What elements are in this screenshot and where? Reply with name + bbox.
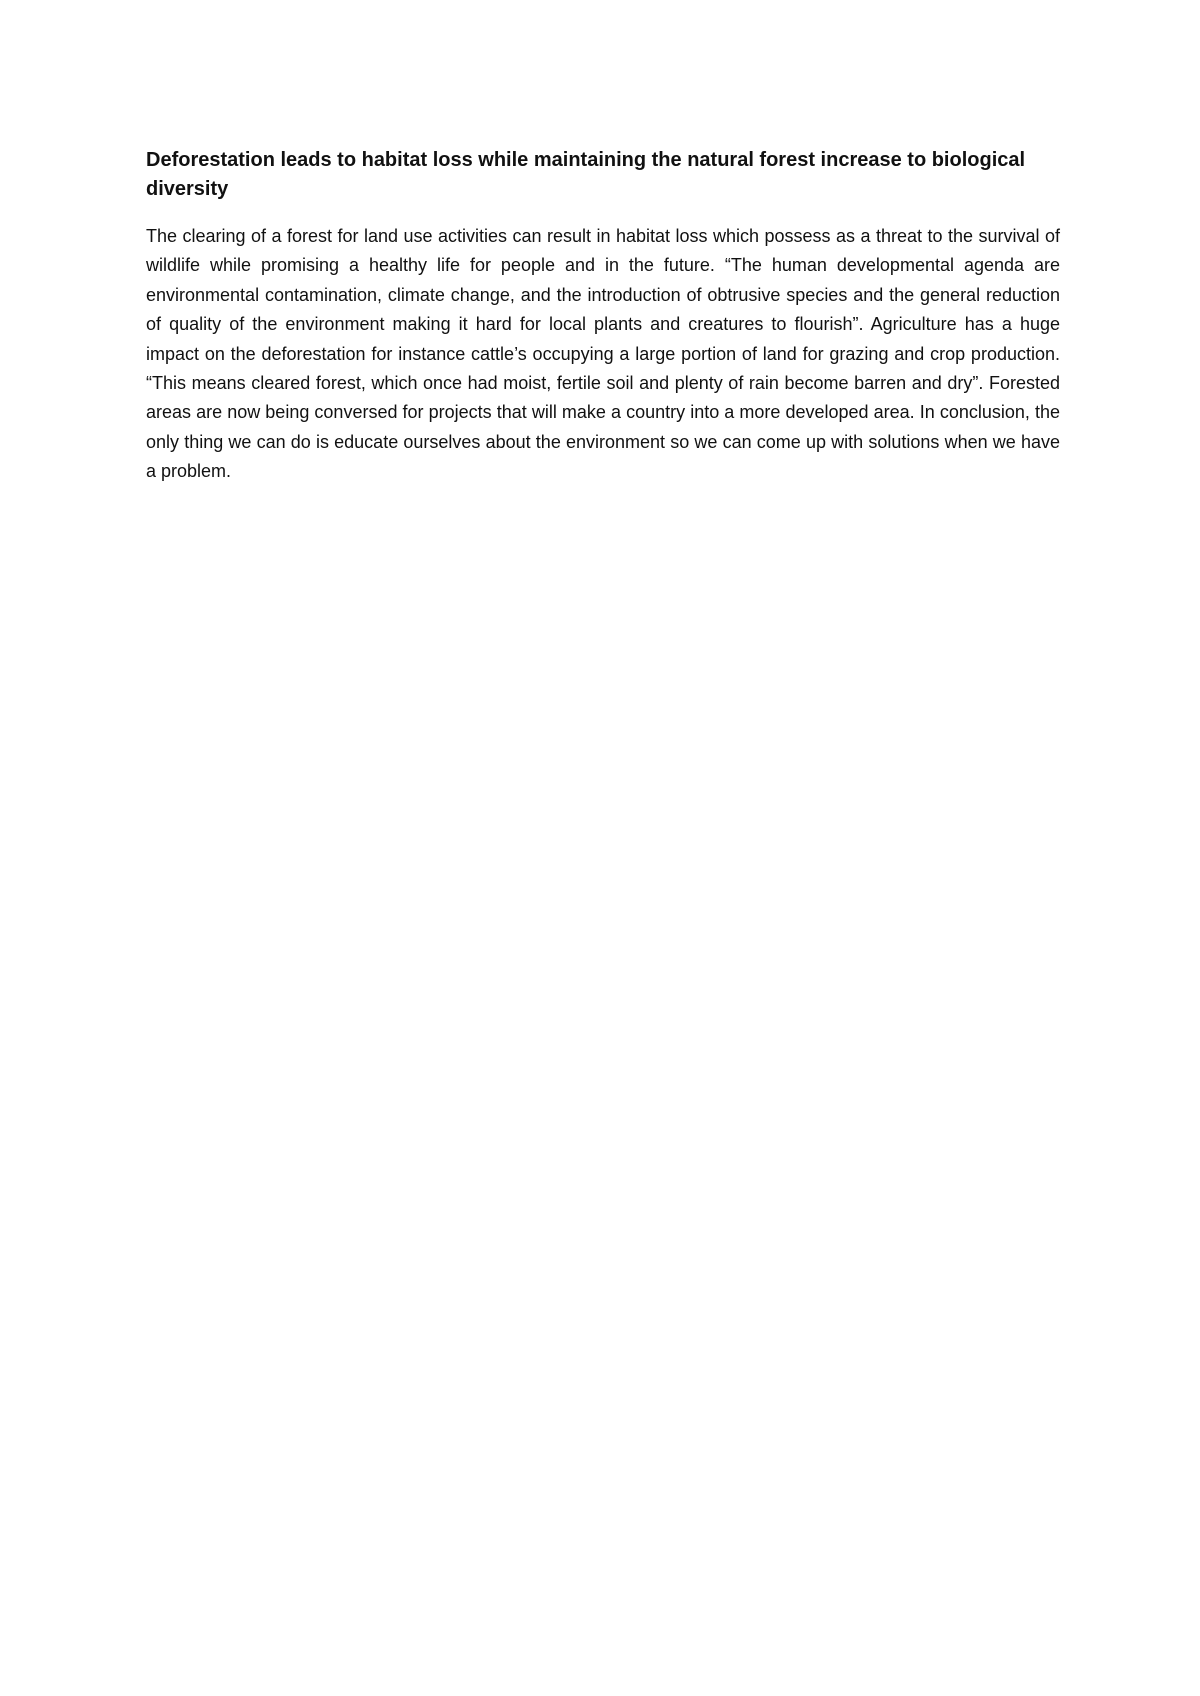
- document-content: [146, 146, 1060, 487]
- document-paragraph: The clearing of a forest for land use activities can result in habitat loss which possess as a threat to the survival of wildlife while promising a healthy life for people and in the future. “The human developmental agenda are environmental contamination, climate change, and the introduction of obtrusive species and the general reduction of quality of the environment making it hard for local plants and creatures to flourish”. Agriculture has a huge impact on the deforestation for instance cattle’s occupying a large portion of land for grazing and crop production. “This means cleared forest, which once had moist, fertile soil and plenty of rain become barren and dry”. Forested areas are now being conversed for projects that will make a country into a more developed area. In conclusion, the only thing we can do is educate ourselves about the environment so we can come up with solutions when we have a problem.: [146, 226, 1060, 482]
- document-heading: Deforestation leads to habitat loss while maintaining the natural forest increase to biological diversity: [146, 149, 1026, 200]
